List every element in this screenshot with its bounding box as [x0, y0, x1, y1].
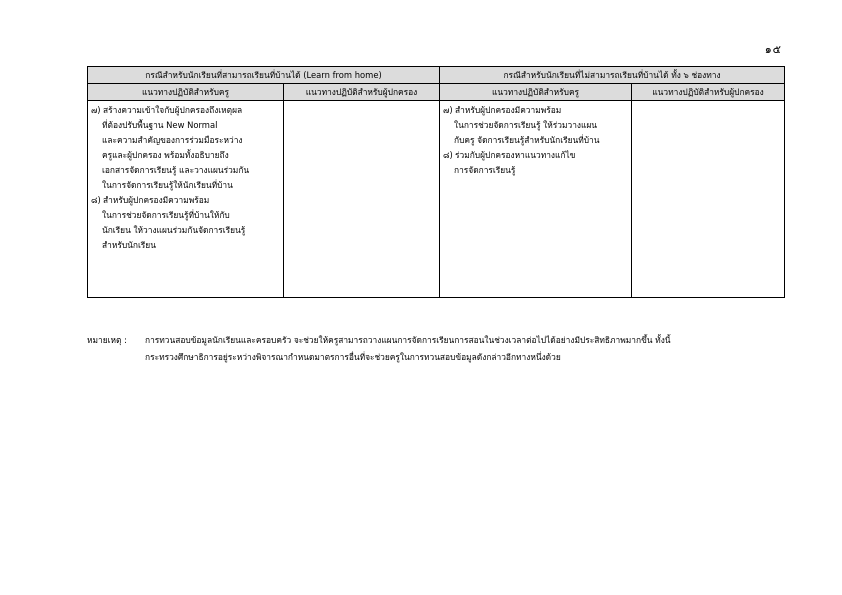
item-number: ๗)	[91, 105, 101, 115]
item-number: ๘)	[91, 195, 101, 205]
guideline-table	[87, 66, 785, 298]
list-item	[91, 103, 280, 193]
item-text-line: สำหรับผู้ปกครองมีความพร้อม	[455, 105, 562, 115]
list-item	[443, 148, 628, 178]
table-row	[88, 101, 785, 298]
item-text-line: สำหรับนักเรียน	[102, 240, 156, 250]
page-number: ๑๕	[764, 43, 782, 56]
list-item	[443, 103, 628, 148]
item-text-line: ในการช่วยจัดการเรียนรู้ที่บ้านให้กับ	[102, 210, 230, 220]
item-number: ๗)	[443, 105, 453, 115]
item-text-line: ครูและผู้ปกครอง พร้อมทั้งอธิบายถึง	[102, 150, 229, 160]
teacher-guideline-cell-1	[88, 101, 284, 298]
item-text-line: สร้างความเข้าใจกับผู้ปกครองถึงเหตุผล	[103, 105, 243, 115]
parent-guideline-header-2: แนวทางปฏิบัติสำหรับผู้ปกครอง	[632, 84, 785, 101]
sub-header-row	[88, 84, 785, 101]
footnote	[87, 332, 787, 366]
teacher-guideline-header-2: แนวทางปฏิบัติสำหรับครู	[440, 84, 632, 101]
teacher-guideline-cell-2	[440, 101, 632, 298]
parent-guideline-cell-1	[284, 101, 440, 298]
note-line: การทวนสอบข้อมูลนักเรียนและครอบครัว จะช่วยให้ครูสามารถวางแผนการจัดการเรียนการสอนในช่วงเวลาต่อไปได้อย่างมีประสิทธิภาพมากขึ้น ทั้งนี้	[145, 335, 671, 345]
parent-guideline-cell-2	[632, 101, 785, 298]
note-body	[145, 332, 787, 366]
note-line: กระทรวงศึกษาธิการอยู่ระหว่างพิจารณากำหนดมาตรการอื่นที่จะช่วยครูในการทวนสอบข้อมูลดังกล่าวอีกทางหนึ่งด้วย	[145, 352, 561, 362]
item-text-line: สำหรับผู้ปกครองมีความพร้อม	[103, 195, 210, 205]
item-text-line: ในการช่วยจัดการเรียนรู้ ให้ร่วมวางแผน	[454, 120, 598, 130]
cannot-learn-from-home-header: กรณีสำหรับนักเรียนที่ไม่สามารถเรียนที่บ้านได้ ทั้ง ๖ ช่องทาง	[440, 67, 785, 84]
teacher-guideline-header-1: แนวทางปฏิบัติสำหรับครู	[88, 84, 284, 101]
group-header-row	[88, 67, 785, 84]
item-text-line: การจัดการเรียนรู้	[454, 165, 516, 175]
item-text-line: เอกสารจัดการเรียนรู้ และวางแผนร่วมกัน	[102, 165, 250, 175]
item-text-line: ร่วมกับผู้ปกครองหาแนวทางแก้ไข	[455, 150, 576, 160]
item-text-line: นักเรียน ให้วางแผนร่วมกันจัดการเรียนรู้	[102, 225, 246, 235]
parent-guideline-header-1: แนวทางปฏิบัติสำหรับผู้ปกครอง	[284, 84, 440, 101]
note-label: หมายเหตุ :	[87, 335, 127, 345]
item-text-line: ในการจัดการเรียนรู้ให้นักเรียนที่บ้าน	[102, 180, 233, 190]
item-text-line: กับครู จัดการเรียนรู้สำหรับนักเรียนที่บ้าน	[454, 135, 600, 145]
list-item	[91, 193, 280, 253]
item-number: ๘)	[443, 150, 453, 160]
item-text-line: ที่ต้องปรับพื้นฐาน New Normal	[102, 120, 218, 130]
learn-from-home-header: กรณีสำหรับนักเรียนที่สามารถเรียนที่บ้านได้ (Learn from home)	[88, 67, 440, 84]
item-text-line: และความสำคัญของการร่วมมือระหว่าง	[102, 135, 243, 145]
